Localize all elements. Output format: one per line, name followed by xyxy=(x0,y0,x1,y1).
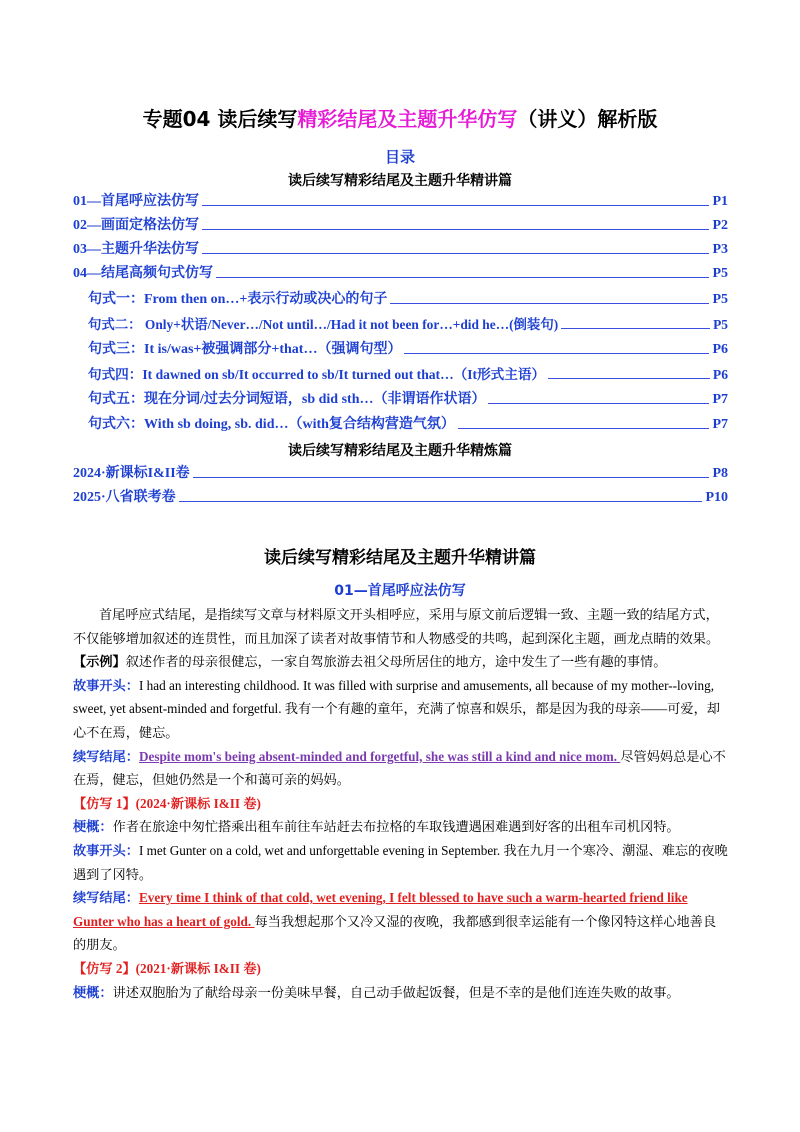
ending-label: 续写结尾： xyxy=(73,890,139,906)
toc-item-label: 句式六：With sb doing, sb. did…（with复合结构营造气氛） xyxy=(88,417,455,432)
opening-label: 故事开头： xyxy=(73,677,139,693)
toc-item-page: P5 xyxy=(712,292,728,307)
toc-item-label: 2025·八省联考卷 xyxy=(73,490,176,505)
toc-leader xyxy=(216,276,709,278)
intro-paragraph: 首尾呼应式结尾，是指续写文章与材料原文开头相呼应，采用与原文前后逻辑一致、主题一致的结尾方式，不仅能够增加叙述的连贯性，而且加深了读者对故事情节和人物感受的共鸣，起到深化主题，画龙点睛的效果。 xyxy=(73,607,720,646)
toc-item[interactable] xyxy=(73,214,728,234)
title-prefix: 专题04 读后续写 xyxy=(142,107,298,131)
toc-item-page: P3 xyxy=(712,242,728,257)
toc-subitem[interactable] xyxy=(88,388,728,408)
opening-paragraph xyxy=(73,674,729,745)
toc-subitem[interactable] xyxy=(88,363,728,383)
toc-item-page: P6 xyxy=(712,367,728,382)
toc-item[interactable] xyxy=(73,238,728,258)
ending1-chinese: 每当我想起那个又冷又湿的夜晚，我都感到很幸运能有一个像冈特这样心地善良的朋友。 xyxy=(73,913,717,953)
ending-paragraph xyxy=(73,745,729,792)
toc-leader xyxy=(390,302,709,304)
toc-item-label: 04—结尾高频句式仿写 xyxy=(73,266,213,281)
toc-item-label: 句式一：From then on…+表示行动或决心的句子 xyxy=(88,292,388,307)
toc-leader xyxy=(548,377,710,379)
opening1-paragraph xyxy=(73,839,729,886)
section-heading: 01—首尾呼应法仿写 xyxy=(334,583,466,599)
ending-english: Despite mom's being absent-minded and forgetful, she was still a kind and nice mom. xyxy=(138,748,621,764)
imitation2-label: 【仿写 2】(2021·新课标 I&II 卷) xyxy=(73,960,261,976)
example-paragraph xyxy=(73,650,729,674)
imitation1-label: 【仿写 1】(2024·新课标 I&II 卷) xyxy=(73,795,261,811)
toc-item[interactable] xyxy=(73,486,728,506)
toc-subitem[interactable] xyxy=(88,288,728,308)
summary2-paragraph xyxy=(73,981,729,1005)
toc-section1-title: 读后续写精彩结尾及主题升华精讲篇 xyxy=(288,173,512,189)
opening-label: 故事开头： xyxy=(73,842,139,858)
toc-leader xyxy=(202,252,709,254)
ending-chinese: 尽管妈妈总是心不在焉，健忘，但她仍然是一个和蔼可亲的妈妈。 xyxy=(73,748,726,788)
toc-subitem[interactable] xyxy=(88,338,728,358)
toc-item-page: P7 xyxy=(712,392,728,407)
toc-leader xyxy=(202,228,709,230)
toc-item-label: 句式五：现在分词/过去分词短语，sb did sth…（非谓语作状语） xyxy=(88,392,486,407)
toc-item-label: 02—画面定格法仿写 xyxy=(73,218,199,233)
toc-item[interactable] xyxy=(73,190,728,210)
toc-heading: 目录 xyxy=(384,148,415,166)
toc-item-page: P8 xyxy=(712,466,728,481)
toc-item-label: 2024·新课标I&II卷 xyxy=(73,466,190,481)
toc-leader xyxy=(561,327,710,329)
toc-item-label: 句式三：It is/was+被强调部分+that…（强调句型） xyxy=(88,342,402,357)
example-label: 【示例】 xyxy=(73,654,126,670)
toc-leader xyxy=(458,427,710,429)
toc-leader xyxy=(488,402,709,404)
page-title xyxy=(0,103,800,132)
title-suffix: （讲义）解析版 xyxy=(517,107,658,131)
example-text: 叙述作者的母亲很健忘，一家自驾旅游去祖父母所居住的地方，途中发生了一些有趣的事情。 xyxy=(125,654,667,670)
toc-item-label: 句式四：It dawned on sb/It occurred to sb/It turned out that…（It形式主语） xyxy=(88,367,546,382)
toc-item-page: P5 xyxy=(712,266,728,281)
toc-item[interactable] xyxy=(73,462,728,482)
opening1-text: I met Gunter on a cold, wet and unforgettable evening in September. 我在九月一个寒冷、潮湿、难忘的夜晚遇到了冈特。 xyxy=(73,842,728,882)
toc-subitem[interactable] xyxy=(88,413,728,433)
toc-item-page: P7 xyxy=(712,417,728,432)
ending1-english: Every time I think of that cold, wet evening, I felt blessed to have such a warm-hearted friend like Gunter who has a heart of gold. xyxy=(73,890,688,929)
toc-leader xyxy=(193,476,710,478)
toc-leader xyxy=(404,352,709,354)
summary1-paragraph xyxy=(73,815,729,839)
summary-label: 梗概： xyxy=(73,819,113,835)
opening-text: I had an interesting childhood. It was filled with surprise and amusements, all because of my mother--loving, sweet, yet absent-minded and forgetful. 我有一个有趣的童年，充满了惊喜和娱乐，都是因为我的母亲——可爱，却心不在焉，健忘。 xyxy=(73,677,720,740)
toc-leader xyxy=(202,204,709,206)
ending1-paragraph xyxy=(73,886,729,957)
toc-subitem[interactable] xyxy=(88,313,728,333)
body-heading: 读后续写精彩结尾及主题升华精讲篇 xyxy=(264,548,536,568)
toc-item-page: P10 xyxy=(705,490,728,505)
toc-item-page: P1 xyxy=(712,194,728,209)
toc-section2-title: 读后续写精彩结尾及主题升华精炼篇 xyxy=(288,443,512,459)
toc-item-label: 03—主题升华法仿写 xyxy=(73,242,199,257)
toc-item-page: P5 xyxy=(713,317,728,332)
toc-item-page: P2 xyxy=(712,218,728,233)
toc-item-label: 01—首尾呼应法仿写 xyxy=(73,194,199,209)
ending-label: 续写结尾： xyxy=(73,748,139,764)
toc-leader xyxy=(179,500,703,502)
title-highlight: 精彩结尾及主题升华仿写 xyxy=(297,107,518,131)
toc-item-label: 句式二： Only+状语/Never…/Not until…/Had it not been for…+did he…(倒装句) xyxy=(88,317,559,332)
summary1-text: 作者在旅途中匆忙搭乘出租车前往车站赶去布拉格的车取钱遭遇困难遇到好客的出租车司机冈特。 xyxy=(112,819,680,835)
summary-label: 梗概： xyxy=(73,984,113,1000)
toc-item[interactable] xyxy=(73,262,728,282)
toc-item-page: P6 xyxy=(712,342,728,357)
summary2-text: 讲述双胞胎为了献给母亲一份美味早餐，自己动手做起饭餐，但是不幸的是他们连连失败的故事。 xyxy=(112,984,680,1000)
content-body xyxy=(73,603,729,1004)
